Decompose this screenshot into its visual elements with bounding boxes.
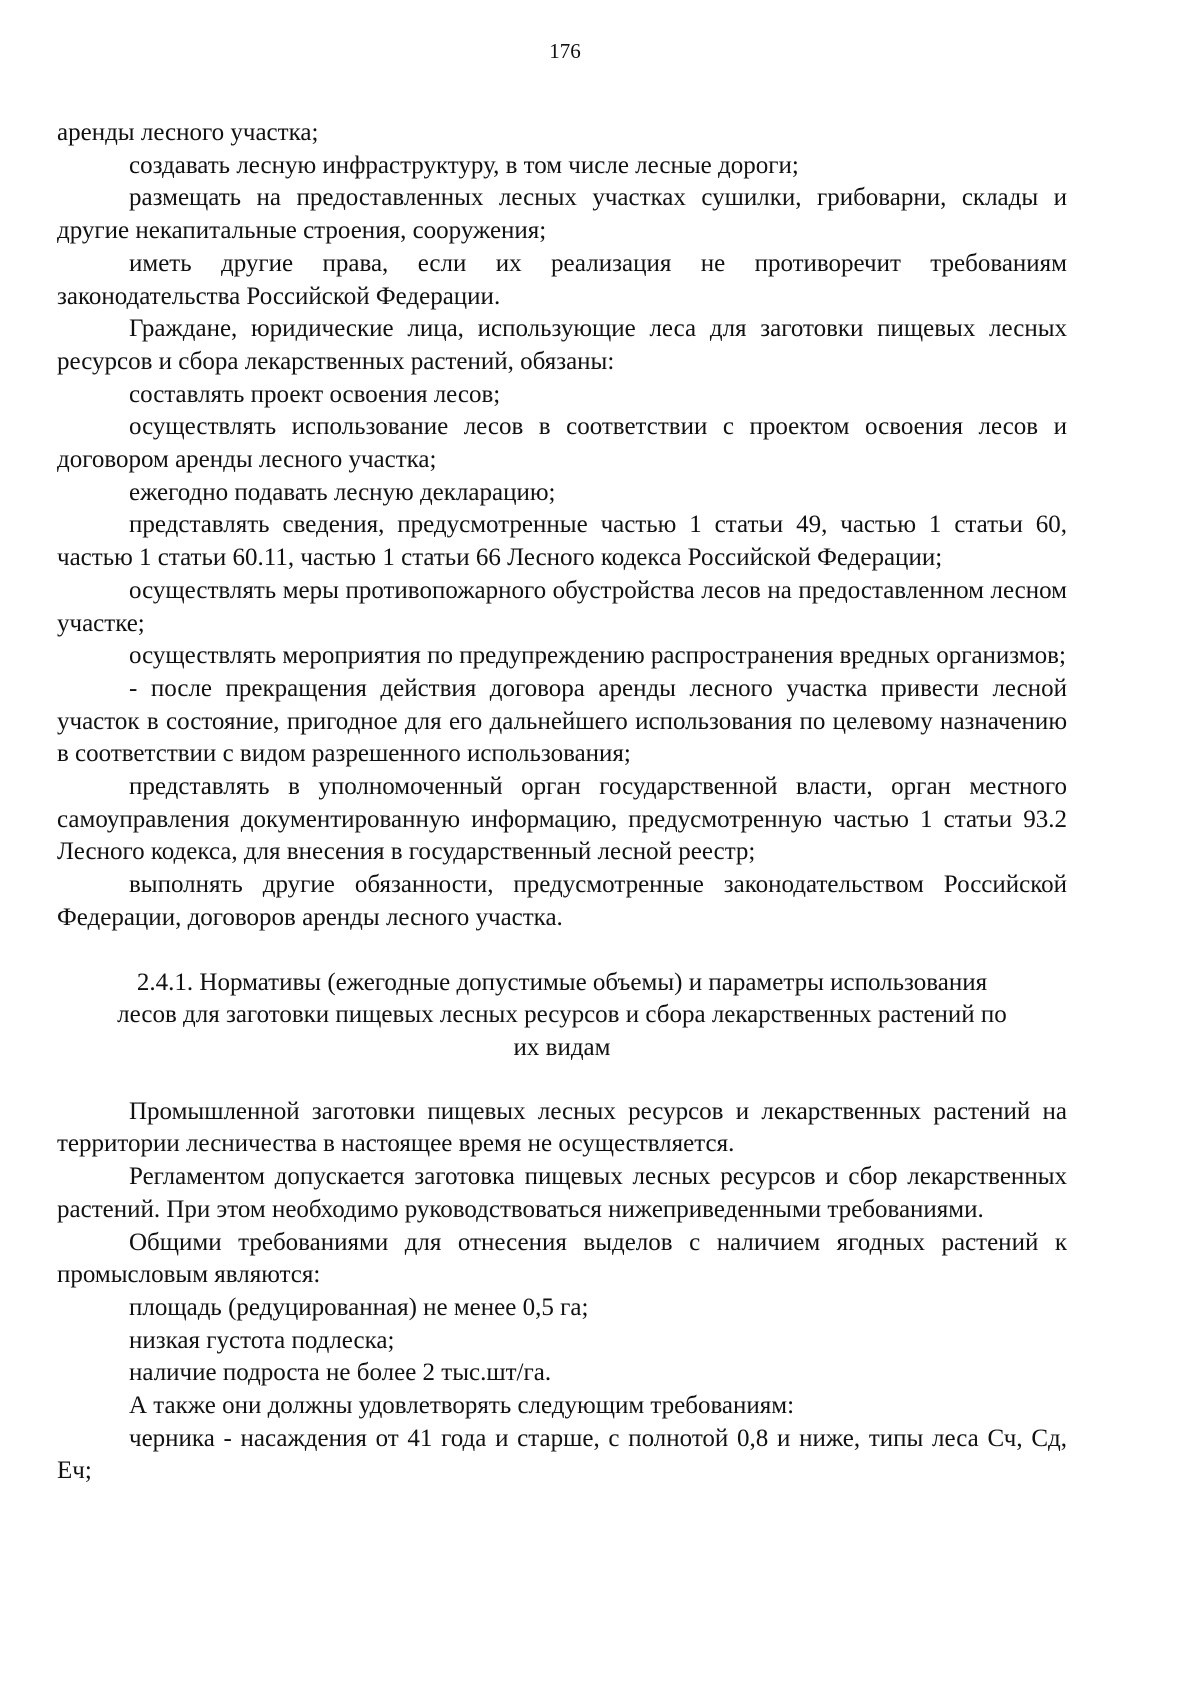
- paragraph: представлять сведения, предусмотренные частью 1 статьи 49, частью 1 статьи 60, частью 1 статьи 60.11, частью 1 статьи 66 Лесного кодекса Российской Федерации;: [57, 511, 1067, 572]
- paragraph: Общими требованиями для отнесения выделов с наличием ягодных растений к промысловым являются:: [57, 1228, 1067, 1289]
- harvesting-norms-section: [57, 1096, 1067, 1488]
- paragraph: черника - насаждения от 41 года и старше, с полнотой 0,8 и ниже, типы леса Сч, Сд, Еч;: [57, 1424, 1067, 1485]
- document-body: [57, 117, 1067, 1488]
- paragraph: выполнять другие обязанности, предусмотренные законодательством Российской Федерации, договоров аренды лесного участка.: [57, 871, 1067, 931]
- paragraph: осуществлять мероприятия по предупреждению распространения вредных организмов;: [129, 642, 1066, 670]
- paragraph: Промышленной заготовки пищевых лесных ресурсов и лекарственных растений на территории лесничества в настоящее время не осуществляется.: [57, 1097, 1067, 1158]
- paragraph: составлять проект освоения лесов;: [129, 380, 501, 408]
- paragraph: осуществлять использование лесов в соответствии с проектом освоения лесов и договором аренды лесного участка;: [57, 413, 1067, 474]
- paragraph: аренды лесного участка;: [57, 119, 319, 146]
- paragraph: низкая густота подлеска;: [129, 1326, 395, 1354]
- paragraph: наличие подроста не более 2 тыс.шт/га.: [129, 1359, 552, 1387]
- paragraph: создавать лесную инфраструктуру, в том числе лесные дороги;: [129, 151, 799, 179]
- paragraph: представлять в уполномоченный орган государственной власти, орган местного самоуправления документированную информацию, предусмотренную частью 1 статьи 93.2 Лесного кодекса, для внесения в государственный лесной реестр;: [57, 773, 1067, 866]
- paragraph: - после прекращения действия договора аренды лесного участка привести лесной участок в состояние, пригодное для его дальнейшего использования по целевому назначению в соответствии с видом разрешенного использования;: [57, 674, 1067, 768]
- paragraph: размещать на предоставленных лесных участках сушилки, грибоварни, склады и другие некапитальные строения, сооружения;: [57, 184, 1067, 245]
- paragraph: А также они должны удовлетворять следующим требованиям:: [129, 1392, 795, 1420]
- paragraph: Граждане, юридические лица, использующие леса для заготовки пищевых лесных ресурсов и сбора лекарственных растений, обязаны:: [57, 315, 1067, 375]
- rights-obligations-section: [57, 117, 1067, 935]
- paragraph: иметь другие права, если их реализация не противоречит требованиям законодательства Российской Федерации.: [57, 249, 1067, 310]
- paragraph: Регламентом допускается заготовка пищевых лесных ресурсов и сбор лекарственных растений. При этом необходимо руководствоваться нижеприведенными требованиями.: [57, 1163, 1067, 1223]
- paragraph: ежегодно подавать лесную декларацию;: [129, 478, 556, 506]
- paragraph: площадь (редуцированная) не менее 0,5 га;: [129, 1293, 589, 1321]
- paragraph: осуществлять меры противопожарного обустройства лесов на предоставленном лесном участке;: [57, 576, 1067, 637]
- section-heading: 2.4.1. Нормативы (ежегодные допустимые объемы) и параметры использования лесов для заготовки пищевых лесных ресурсов и сбора лекарственных растений по их видам: [117, 968, 1007, 1061]
- page-number: 176: [549, 39, 581, 63]
